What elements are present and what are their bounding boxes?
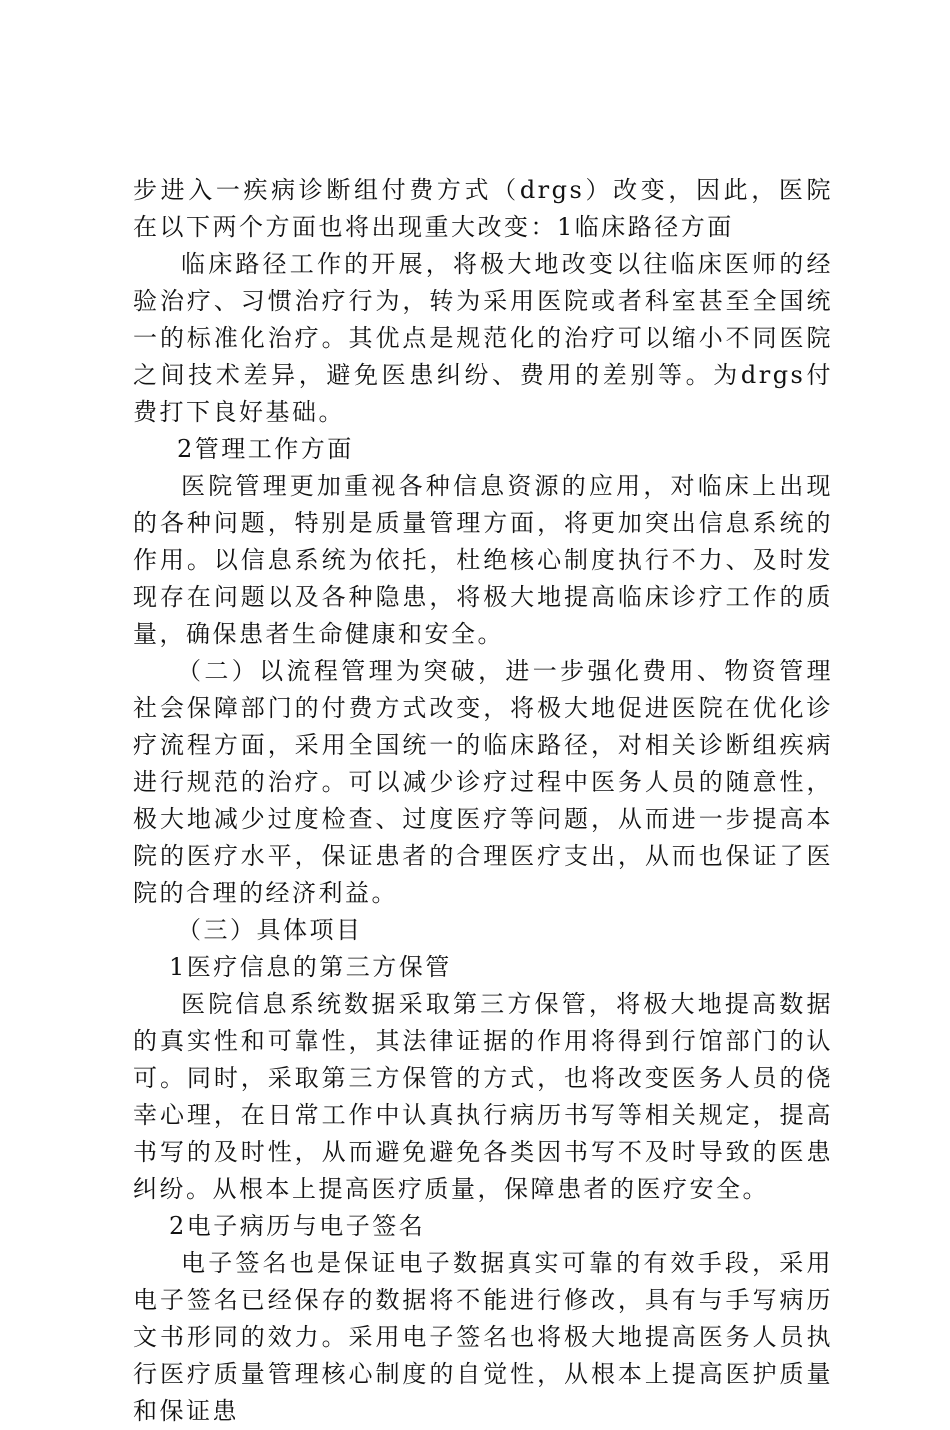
heading-management-work: 2管理工作方面 xyxy=(177,435,354,463)
paragraph-electronic-signature: 电子签名也是保证电子数据真实可靠的有效手段，采用电子签名已经保存的数据将不能进行修改，具有与手写病历文书形同的效力。采用电子签名也将极大地提高医务人员执行医疗质量管理核心制度的自觉性，从根本上提高医护质量和保证患 xyxy=(133,1249,833,1425)
paragraph-continuation: 步进入一疾病诊断组付费方式（drgs）改变，因此，医院在以下两个方面也将出现重大改变：1临床路径方面 xyxy=(133,176,833,241)
paragraph-management-work: 医院管理更加重视各种信息资源的应用，对临床上出现的各种问题，特别是质量管理方面，将更加突出信息系统的作用。以信息系统为依托，杜绝核心制度执行不力、及时发现存在问题以及各种隐患，将极大地提高临床诊疗工作的质量，确保患者生命健康和安全。 xyxy=(133,472,833,648)
heading-specific-projects: （三）具体项目 xyxy=(177,916,363,944)
paragraph-clinical-pathway: 临床路径工作的开展，将极大地改变以往临床医师的经验治疗、习惯治疗行为，转为采用医院或者科室甚至全国统一的标准化治疗。其优点是规范化的治疗可以缩小不同医院之间技术差异，避免医患纠纷、费用的差别等。为drgs付费打下良好基础。 xyxy=(133,250,833,426)
heading-electronic-records: 2电子病历与电子签名 xyxy=(169,1212,426,1240)
document-body xyxy=(133,172,833,1430)
heading-third-party-custody: 1医疗信息的第三方保管 xyxy=(169,953,452,981)
paragraph-process-management: （二）以流程管理为突破，进一步强化费用、物资管理社会保障部门的付费方式改变，将极大地促进医院在优化诊疗流程方面，采用全国统一的临床路径，对相关诊断组疾病进行规范的治疗。可以减少诊疗过程中医务人员的随意性，极大地减少过度检查、过度医疗等问题，从而进一步提高本院的医疗水平，保证患者的合理医疗支出，从而也保证了医院的合理的经济利益。 xyxy=(133,657,833,907)
paragraph-third-party-custody: 医院信息系统数据采取第三方保管，将极大地提高数据的真实性和可靠性，其法律证据的作用将得到行馆部门的认可。同时，采取第三方保管的方式，也将改变医务人员的侥幸心理，在日常工作中认真执行病历书写等相关规定，提高书写的及时性，从而避免避免各类因书写不及时导致的医患纠纷。从根本上提高医疗质量，保障患者的医疗安全。 xyxy=(133,990,833,1203)
